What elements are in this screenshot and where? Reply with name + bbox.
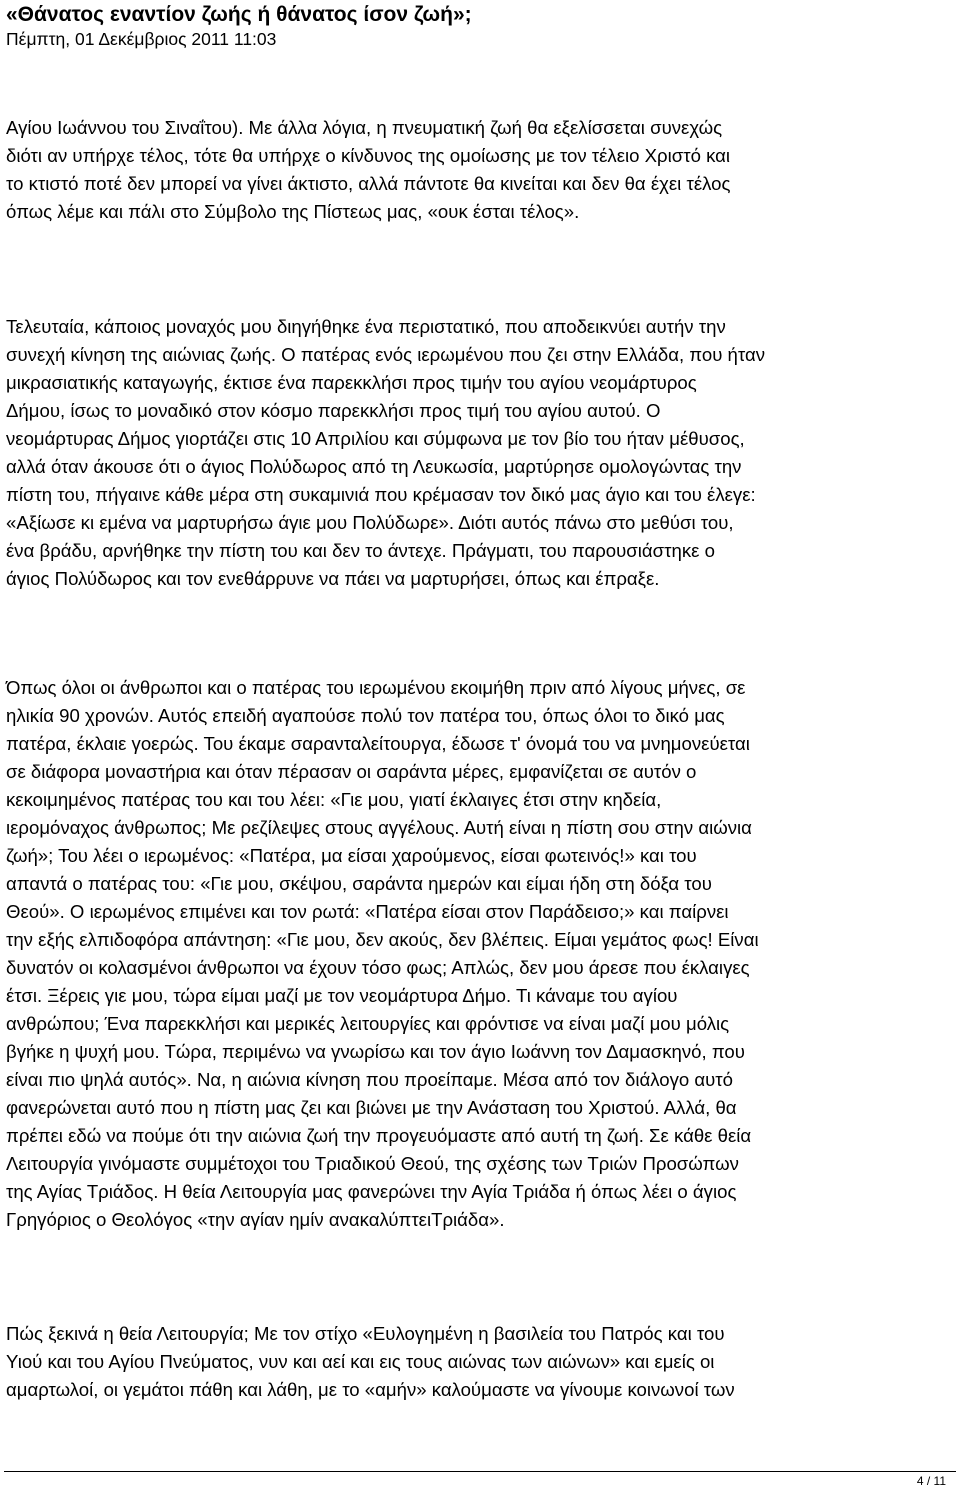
text-line: Όπως όλοι οι άνθρωποι και ο πατέρας του ιερωμένου εκοιμήθη πριν από λίγους μήνες, σε: [6, 677, 746, 698]
body-paragraph: [6, 674, 956, 1234]
body-paragraph: [6, 313, 956, 593]
page-number: 4 / 11: [916, 1474, 946, 1488]
text-line: σε διάφορα μοναστήρια και όταν πέρασαν οι σαράντα μέρες, εμφανίζεται σε αυτόν ο: [6, 761, 697, 782]
text-line: μικρασιατικής καταγωγής, έκτισε ένα παρεκκλήσι προς τιμήν του αγίου νεομάρτυρος: [6, 372, 697, 393]
text-line: άγιος Πολύδωρος και τον ενεθάρρυνε να πάει να μαρτυρήσει, όπως και έπραξε.: [6, 568, 660, 589]
text-line: της Αγίας Τριάδος. Η θεία Λειτουργία μας φανερώνει την Αγία Τριάδα ή όπως λέει ο άγιος: [6, 1181, 737, 1202]
text-line: έτσι. Ξέρεις γιε μου, τώρα είμαι μαζί με τον νεομάρτυρα Δήμο. Τι κάναμε του αγίου: [6, 985, 678, 1006]
text-line: Πώς ξεκινά η θεία Λειτουργία; Με τον στίχο «Ευλογημένη η βασιλεία του Πατρός και του: [6, 1323, 725, 1344]
text-line: πρέπει εδώ να πούμε ότι την αιώνια ζωή την προγευόμαστε από αυτή τη ζωή. Σε κάθε θεία: [6, 1125, 752, 1146]
text-line: απαντά ο πατέρας του: «Γιε μου, σκέψου, σαράντα ημερών και είμαι ήδη στη δόξα του: [6, 873, 712, 894]
text-line: βγήκε η ψυχή μου. Τώρα, περιμένω να γνωρίσω και τον άγιο Ιωάννη τον Δαμασκηνό, που: [6, 1041, 745, 1062]
text-line: την εξής ελπιδοφόρα απάντηση: «Γιε μου, δεν ακούς, δεν βλέπεις. Είμαι γεμάτος φως! Είναι: [6, 929, 759, 950]
text-line: ανθρώπου; Ένα παρεκκλήσι και μερικές λειτουργίες και φρόντισε να είναι μαζί μου μόλις: [6, 1013, 730, 1034]
document-header: [6, 2, 956, 50]
text-line: «Αξίωσε κι εμένα να μαρτυρήσω άγιε μου Πολύδωρε». Διότι αυτός πάνω στο μεθύσι του,: [6, 512, 734, 533]
text-line: ένα βράδυ, αρνήθηκε την πίστη του και δεν το άντεχε. Πράγματι, του παρουσιάστηκε ο: [6, 540, 715, 561]
body-paragraph: [6, 114, 956, 226]
text-line: πίστη του, πήγαινε κάθε μέρα στη συκαμινιά που κρέμασαν τον δικό μας άγιο και του έλεγε:: [6, 484, 756, 505]
text-line: Δήμου, ίσως το μοναδικό στον κόσμο παρεκκλήσι προς τιμή του αγίου αυτού. Ο: [6, 400, 661, 421]
text-line: το κτιστό ποτέ δεν μπορεί να γίνει άκτιστο, αλλά πάντοτε θα κινείται και δεν θα έχει τέλος: [6, 173, 731, 194]
text-line: φανερώνεται αυτό που η πίστη μας ζει και βιώνει με την Ανάσταση του Χριστού. Αλλά, θα: [6, 1097, 737, 1118]
text-line: συνεχή κίνηση της αιώνιας ζωής. Ο πατέρας ενός ιερωμένου που ζει στην Ελλάδα, που ήταν: [6, 344, 765, 365]
text-line: αλλά όταν άκουσε ότι ο άγιος Πολύδωρος από τη Λευκωσία, μαρτύρησε ομολογώντας την: [6, 456, 742, 477]
text-line: Γρηγόριος ο Θεολόγος «την αγίαν ημίν ανακαλύπτειΤριάδα».: [6, 1209, 505, 1230]
text-line: νεομάρτυρας Δήμος γιορτάζει στις 10 Απριλίου και σύμφωνα με τον βίο του ήταν μέθυσος,: [6, 428, 745, 449]
text-line: δυνατόν οι κολασμένοι άνθρωποι να έχουν τόσο φως; Απλώς, δεν μου άρεσε που έκλαιγες: [6, 957, 750, 978]
footer-divider: [4, 1471, 956, 1472]
text-line: Θεού». Ο ιερωμένος επιμένει και τον ρωτά: «Πατέρα είσαι στον Παράδεισο;» και παίρνει: [6, 901, 729, 922]
text-line: Τελευταία, κάποιος μοναχός μου διηγήθηκε ένα περιστατικό, που αποδεικνύει αυτήν την: [6, 316, 726, 337]
text-line: Υιού και του Αγίου Πνεύματος, νυν και αεί και εις τους αιώνας των αιώνων» και εμείς οι: [6, 1351, 715, 1372]
text-line: πατέρα, έκλαιε γοερώς. Του έκαμε σαρανταλείτουργα, έδωσε τ' όνομά του να μνημονεύεται: [6, 733, 750, 754]
text-line: αμαρτωλοί, οι γεμάτοι πάθη και λάθη, με το «αμήν» καλούμαστε να γίνουμε κοινωνοί των: [6, 1379, 735, 1400]
text-line: διότι αν υπήρχε τέλος, τότε θα υπήρχε ο κίνδυνος της ομοίωσης με τον τέλειο Χριστό και: [6, 145, 731, 166]
document-title: «Θάνατος εναντίον ζωής ή θάνατος ίσον ζωή»;: [6, 3, 472, 26]
text-line: ηλικία 90 χρονών. Αυτός επειδή αγαπούσε πολύ τον πατέρα του, όπως όλοι το δικό μας: [6, 705, 725, 726]
text-line: Λειτουργία γινόμαστε συμμέτοχοι του Τριαδικού Θεού, της σχέσης των Τριών Προσώπων: [6, 1153, 739, 1174]
text-line: όπως λέμε και πάλι στο Σύμβολο της Πίστεως μας, «ουκ έσται τέλος».: [6, 201, 580, 222]
document-date: Πέμπτη, 01 Δεκέμβριος 2011 11:03: [6, 29, 277, 49]
text-line: ιερομόναχος άνθρωπος; Με ρεζίλεψες στους αγγέλους. Αυτή είναι η πίστη σου στην αιώνια: [6, 817, 752, 838]
text-line: κεκοιμημένος πατέρας του και του λέει: «Γιε μου, γιατί έκλαιγες έτσι στην κηδεία,: [6, 789, 662, 810]
text-line: Αγίου Ιωάννου του Σιναΐτου). Με άλλα λόγια, η πνευματική ζωή θα εξελίσσεται συνεχώς: [6, 117, 723, 138]
text-line: είναι πιο ψηλά αυτός». Να, η αιώνια κίνηση που προείπαμε. Μέσα από τον διάλογο αυτό: [6, 1069, 733, 1090]
text-line: ζωή»; Του λέει ο ιερωμένος: «Πατέρα, μα είσαι χαρούμενος, είσαι φωτεινός!» και του: [6, 845, 697, 866]
body-paragraph: [6, 1320, 956, 1404]
